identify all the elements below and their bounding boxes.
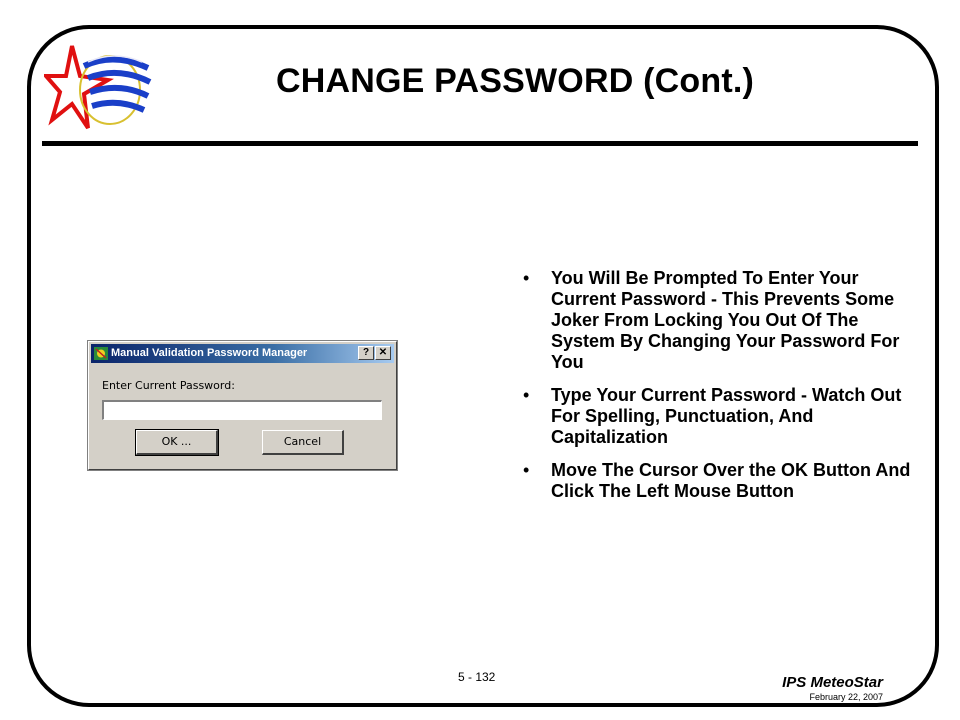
dialog-titlebar[interactable] xyxy=(91,344,394,363)
close-icon: ✕ xyxy=(378,347,388,358)
dialog-title: Manual Validation Password Manager xyxy=(111,347,308,359)
app-icon xyxy=(93,346,109,361)
bullet-dot: • xyxy=(523,460,530,480)
company-name: IPS MeteoStar xyxy=(782,674,883,691)
bullet-item xyxy=(523,385,923,448)
meteostar-logo-icon xyxy=(44,42,152,138)
ok-button[interactable]: OK ... xyxy=(136,430,218,455)
slide-date: February 22, 2007 xyxy=(809,692,883,702)
slide-title: CHANGE PASSWORD (Cont.) xyxy=(275,62,755,100)
current-password-input[interactable] xyxy=(102,400,382,420)
bullet-item xyxy=(523,268,923,373)
bullet-text: Move The Cursor Over the OK Button And Click The Left Mouse Button xyxy=(551,460,911,501)
cancel-button[interactable]: Cancel xyxy=(262,430,344,455)
bullet-item xyxy=(523,460,923,502)
bullet-text: You Will Be Prompted To Enter Your Current Password - This Prevents Some Joker From Locking You Out Of The System By Changing Your Password For You xyxy=(551,268,900,372)
title-divider xyxy=(42,141,918,146)
bullet-dot: • xyxy=(523,268,530,288)
page-number: 5 - 132 xyxy=(458,670,496,684)
password-dialog xyxy=(88,341,397,470)
help-icon: ? xyxy=(362,347,370,358)
bullet-text: Type Your Current Password - Watch Out For Spelling, Punctuation, And Capitalization xyxy=(551,385,902,447)
bullet-list xyxy=(523,268,923,514)
current-password-label: Enter Current Password: xyxy=(102,379,235,392)
help-button[interactable] xyxy=(358,346,374,360)
close-button[interactable] xyxy=(375,346,391,360)
bullet-dot: • xyxy=(523,385,530,405)
